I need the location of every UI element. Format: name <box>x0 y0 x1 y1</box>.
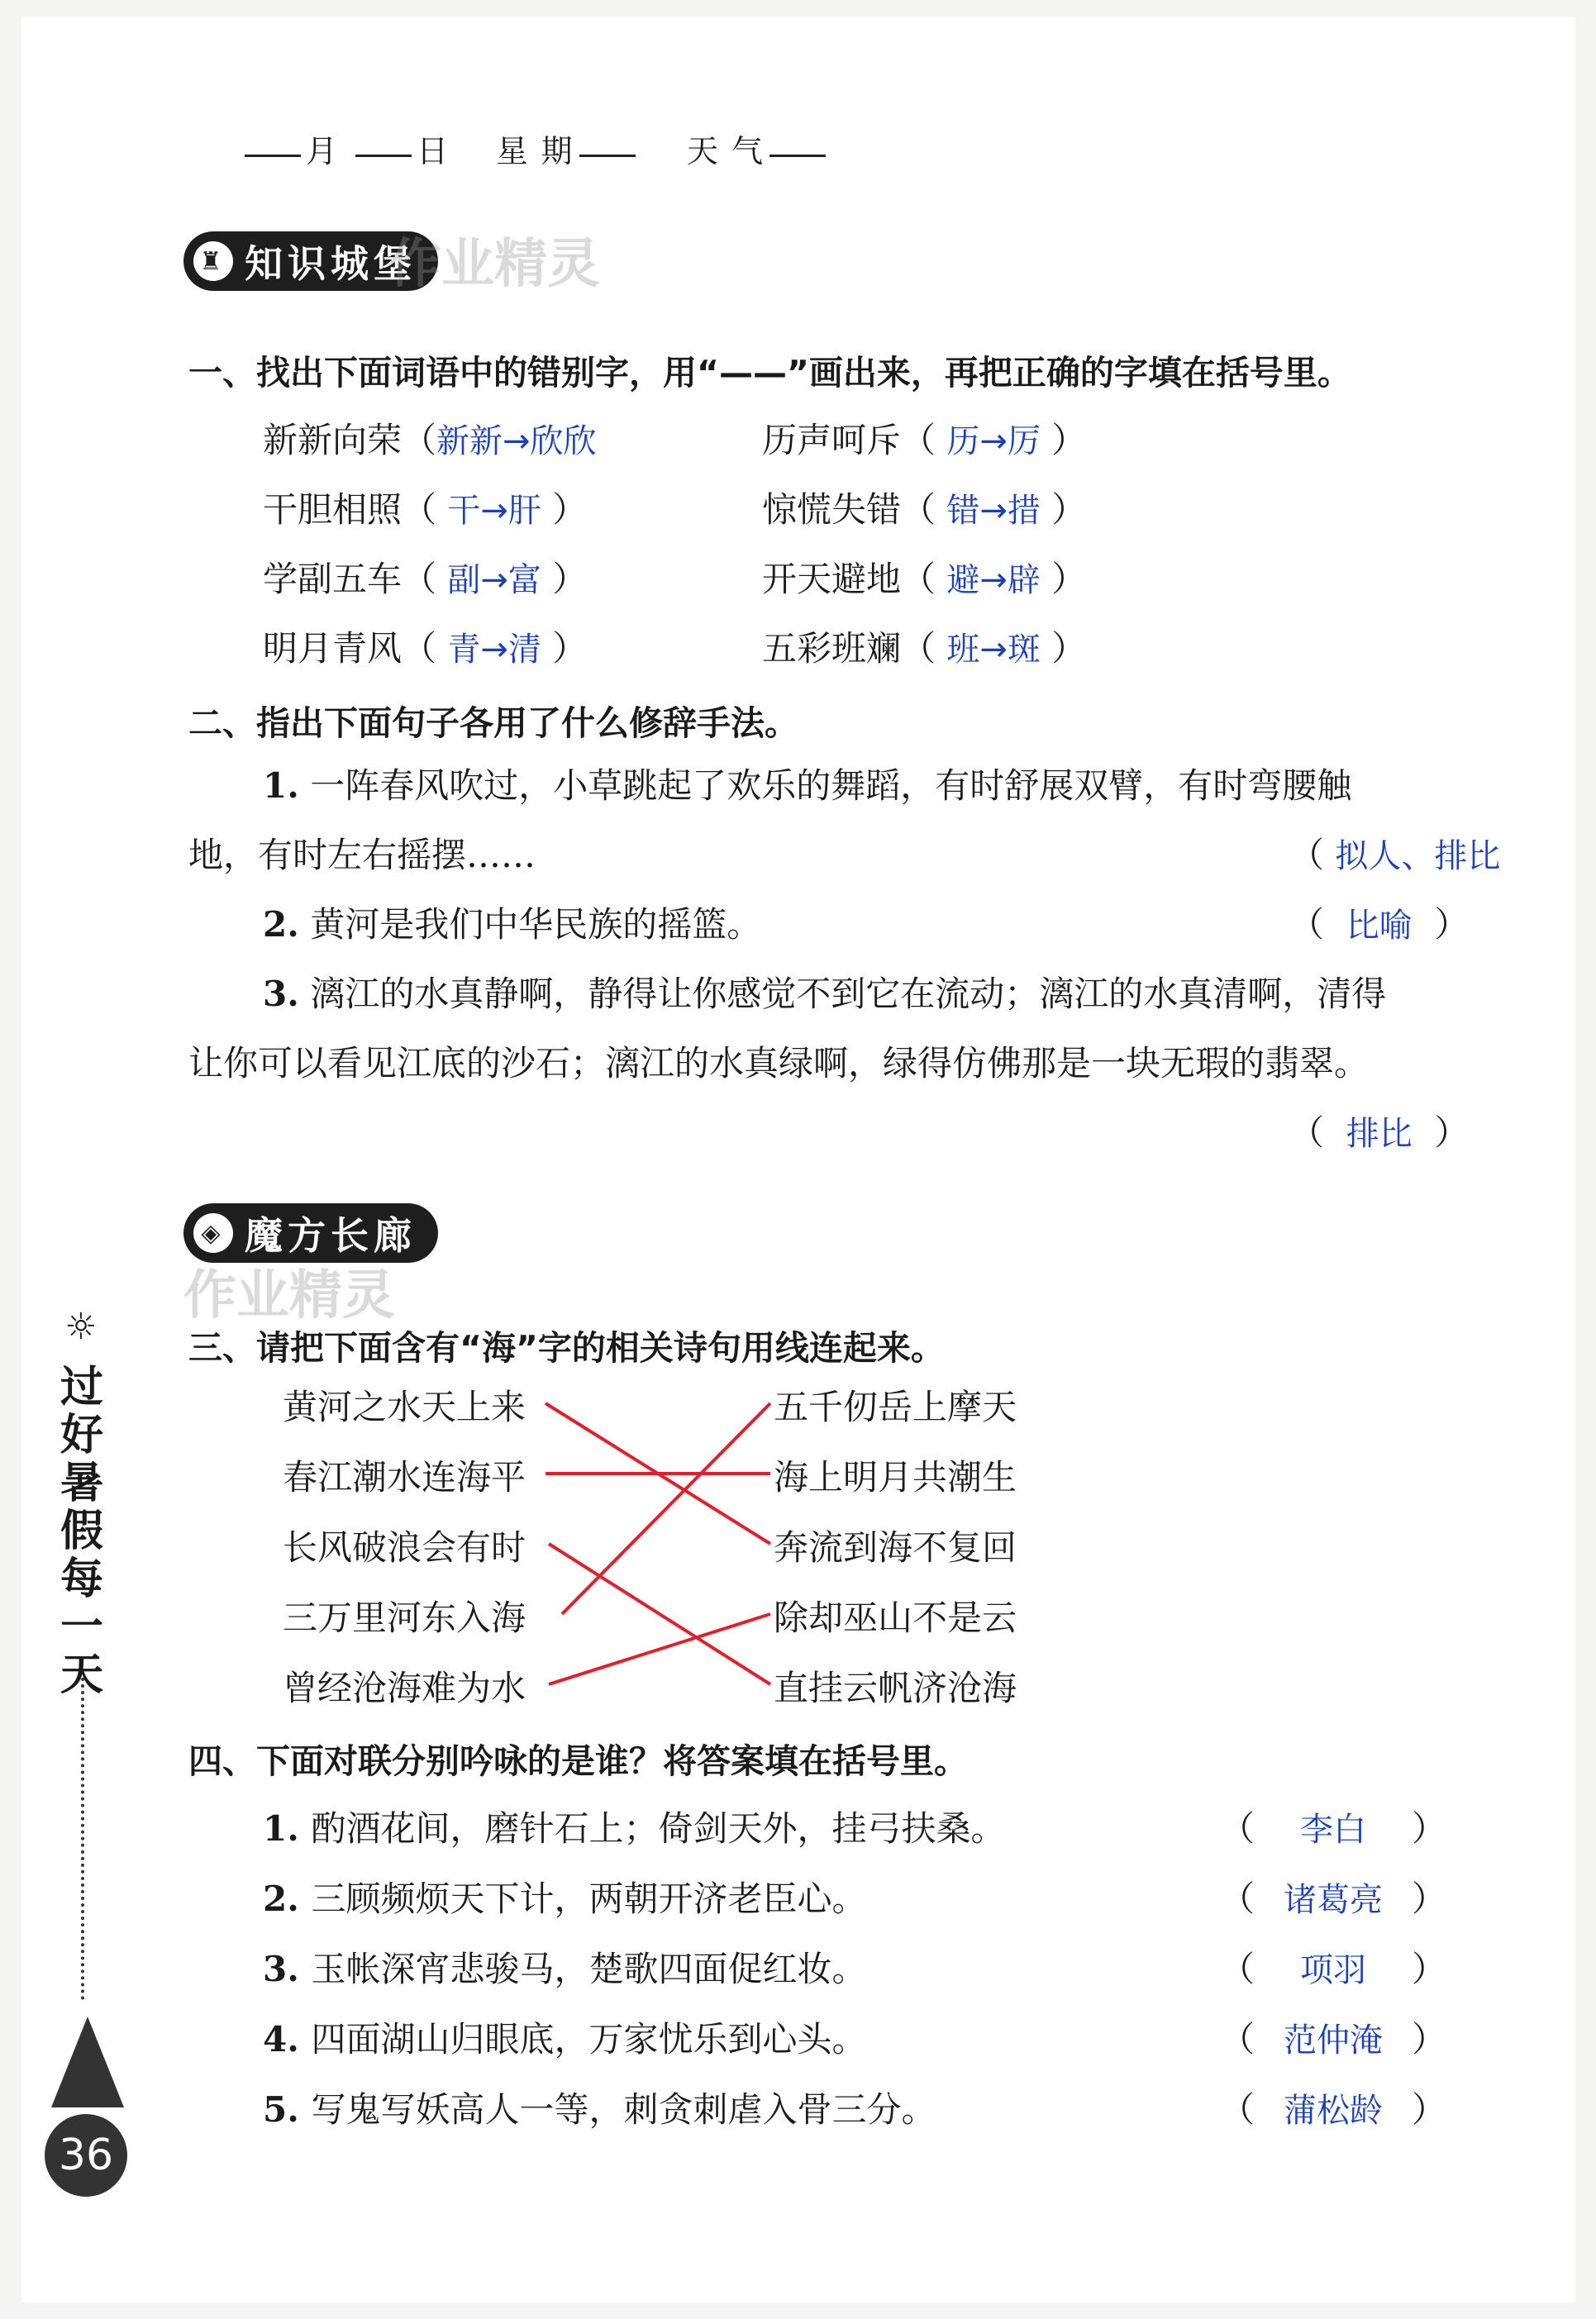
page-number: 36 <box>45 2114 127 2197</box>
q1-word: 干胆相照 <box>263 489 403 530</box>
q1-word: 惊慌失错 <box>762 489 902 530</box>
q4-answer-box[interactable]: （ 蒲松龄 ） <box>1220 2083 1451 2132</box>
drop-shape-icon <box>51 2017 124 2107</box>
sidebar-char: 过 <box>60 1363 103 1412</box>
q1-word: 学副五车 <box>263 559 403 599</box>
day-label: 日 <box>417 133 450 169</box>
q4-item <box>263 2083 936 2132</box>
q4-answer-box[interactable]: （ 诸葛亮 ） <box>1220 1872 1451 1921</box>
couplet-text: 四面湖山归眼底，万家忧乐到心头。 <box>311 2019 867 2059</box>
castle-icon: ♜ <box>193 241 233 281</box>
q2-item-1-line2: 地，有时左右摇摆…… <box>188 835 536 875</box>
item-number: 1. <box>263 1808 312 1849</box>
sun-icon: ☼ <box>64 1306 98 1348</box>
poem-right-item[interactable]: 五千仞岳上摩天 <box>774 1387 1017 1427</box>
section-title: 知识城堡 <box>245 241 417 286</box>
answer-text: 比喻 <box>1346 907 1413 945</box>
q2-item-2-answer-box[interactable]: （ 比喻 ） <box>1289 904 1470 945</box>
item-number: 2. <box>263 1879 312 1919</box>
sidebar-char: 每 <box>60 1555 103 1604</box>
poem-left-item[interactable]: 曾经沧海难为水 <box>283 1668 526 1708</box>
poem-left-item[interactable]: 黄河之水天上来 <box>283 1387 526 1427</box>
weather-label: 天 气 <box>686 133 765 169</box>
q1-answer-box[interactable]: （ 历→厉 ） <box>901 420 1087 460</box>
item-number: 4. <box>263 2019 312 2059</box>
question-4-heading: 四、下面对联分别吟咏的是谁？将答案填在括号里。 <box>188 1741 968 1781</box>
poem-left-item[interactable]: 春江潮水连海平 <box>283 1457 526 1498</box>
q4-item <box>263 1802 1005 1851</box>
sidebar-char: 暑 <box>60 1459 103 1508</box>
answer-text: 范仲淹 <box>1284 2021 1384 2059</box>
answer-text: 拟人、排比 <box>1335 837 1501 875</box>
q2-item-1-line1: 1. 一阵春风吹过，小草跳起了欢乐的舞蹈，有时舒展双臂，有时弯腰触 <box>263 765 1352 806</box>
sidebar-char: 天 <box>60 1650 103 1700</box>
poem-left-item[interactable]: 三万里河东入海 <box>283 1598 526 1638</box>
q1-word: 新新向荣 <box>263 420 403 460</box>
answer-text: 干→肝 <box>447 492 541 530</box>
q4-answer-box[interactable]: （ 范仲淹 ） <box>1220 2012 1451 2062</box>
answer-text: 项羽 <box>1300 1951 1367 1989</box>
watermark: 作业精灵 <box>183 1265 395 1326</box>
q2-item-3-line1: 3. 漓江的水真静啊，静得让你感觉不到它在流动；漓江的水真清啊，清得 <box>263 974 1387 1014</box>
question-3-heading: 三、请把下面含有“海”字的相关诗句用线连起来。 <box>188 1328 945 1368</box>
answer-text: 李白 <box>1300 1811 1367 1849</box>
weekday-label: 星 期 <box>496 133 574 169</box>
item-number: 3. <box>263 1949 312 1989</box>
poem-left-item[interactable]: 长风破浪会有时 <box>283 1527 526 1568</box>
q4-item <box>263 2012 866 2062</box>
section-title: 魔方长廊 <box>245 1213 417 1258</box>
q2-item-2: 2. 黄河是我们中华民族的摇篮。 <box>263 904 762 945</box>
q1-word: 开天避地 <box>762 559 902 599</box>
answer-text: 班→斑 <box>946 631 1041 669</box>
answer-text: 蒲松龄 <box>1284 2092 1384 2130</box>
answer-text: 排比 <box>1346 1115 1413 1153</box>
answer-text: 副→富 <box>447 561 541 599</box>
sidebar-divider <box>81 1678 84 2000</box>
q2-item-3-answer-box[interactable]: （ 排比 ） <box>1289 1112 1470 1153</box>
answer-text: 避→辟 <box>946 561 1041 599</box>
q4-answer-box[interactable]: （ 项羽 ） <box>1220 1942 1451 1992</box>
q1-answer-box[interactable]: （ 避→辟 ） <box>901 559 1087 599</box>
item-number: 5. <box>263 2089 312 2130</box>
match-line <box>549 1544 770 1684</box>
q4-item <box>263 1872 866 1921</box>
poem-right-item[interactable]: 海上明月共潮生 <box>774 1457 1017 1498</box>
q4-item <box>263 1942 866 1992</box>
answer-text: 诸葛亮 <box>1284 1881 1384 1919</box>
answer-text: 历→厉 <box>946 422 1041 460</box>
poem-right-item[interactable]: 除却巫山不是云 <box>774 1598 1017 1638</box>
q1-word: 五彩班斓 <box>762 628 902 669</box>
sidebar-char: 一 <box>60 1602 103 1652</box>
poem-right-item[interactable]: 奔流到海不复回 <box>774 1527 1017 1568</box>
q2-item-3-line2: 让你可以看见江底的沙石；漓江的水真绿啊，绿得仿佛那是一块无瑕的翡翠。 <box>188 1043 1370 1083</box>
couplet-text: 写鬼写妖高人一等，刺贪刺虐入骨三分。 <box>311 2089 936 2130</box>
q1-answer-box[interactable]: （ 错→措 ） <box>901 489 1087 530</box>
watermark: 作业精灵 <box>388 234 600 295</box>
q2-item-1-answer-box[interactable]: （ 拟人、排比 <box>1289 835 1501 875</box>
answer-text: 新新→欣欣 <box>436 422 597 460</box>
q1-answer-box[interactable]: （ 青→清 ） <box>402 628 588 669</box>
q1-answer-box[interactable]: （ 干→肝 ） <box>402 489 588 530</box>
question-1-heading: 一、找出下面词语中的错别字，用“——”画出来，再把正确的字填在括号里。 <box>188 353 1351 393</box>
q4-answer-box[interactable]: （ 李白 ） <box>1220 1802 1451 1851</box>
question-2-heading: 二、指出下面句子各用了什么修辞手法。 <box>188 703 798 743</box>
sidebar-title <box>50 1364 114 1699</box>
month-label: 月 <box>306 133 340 169</box>
answer-text: 错→措 <box>946 492 1041 530</box>
couplet-text: 玉帐深宵悲骏马，楚歌四面促红妆。 <box>311 1949 867 1989</box>
q1-word: 明月青风 <box>263 628 403 669</box>
q1-answer-box[interactable]: （ 班→斑 ） <box>901 628 1087 669</box>
cube-icon: ◈ <box>193 1213 233 1253</box>
q1-answer-box[interactable]: （新新→欣欣 <box>402 420 597 460</box>
match-line <box>549 1614 770 1684</box>
answer-text: 青→清 <box>447 631 541 669</box>
poem-right-item[interactable]: 直挂云帆济沧海 <box>774 1668 1017 1708</box>
q1-word: 历声呵斥 <box>762 420 902 460</box>
couplet-text: 酌酒花间，磨针石上；倚剑天外，挂弓扶桑。 <box>311 1808 1006 1849</box>
sidebar-char: 好 <box>60 1411 103 1460</box>
q1-answer-box[interactable]: （ 副→富 ） <box>402 559 588 599</box>
sidebar-char: 假 <box>60 1507 103 1556</box>
couplet-text: 三顾频烦天下计，两朝开济老臣心。 <box>311 1879 867 1919</box>
